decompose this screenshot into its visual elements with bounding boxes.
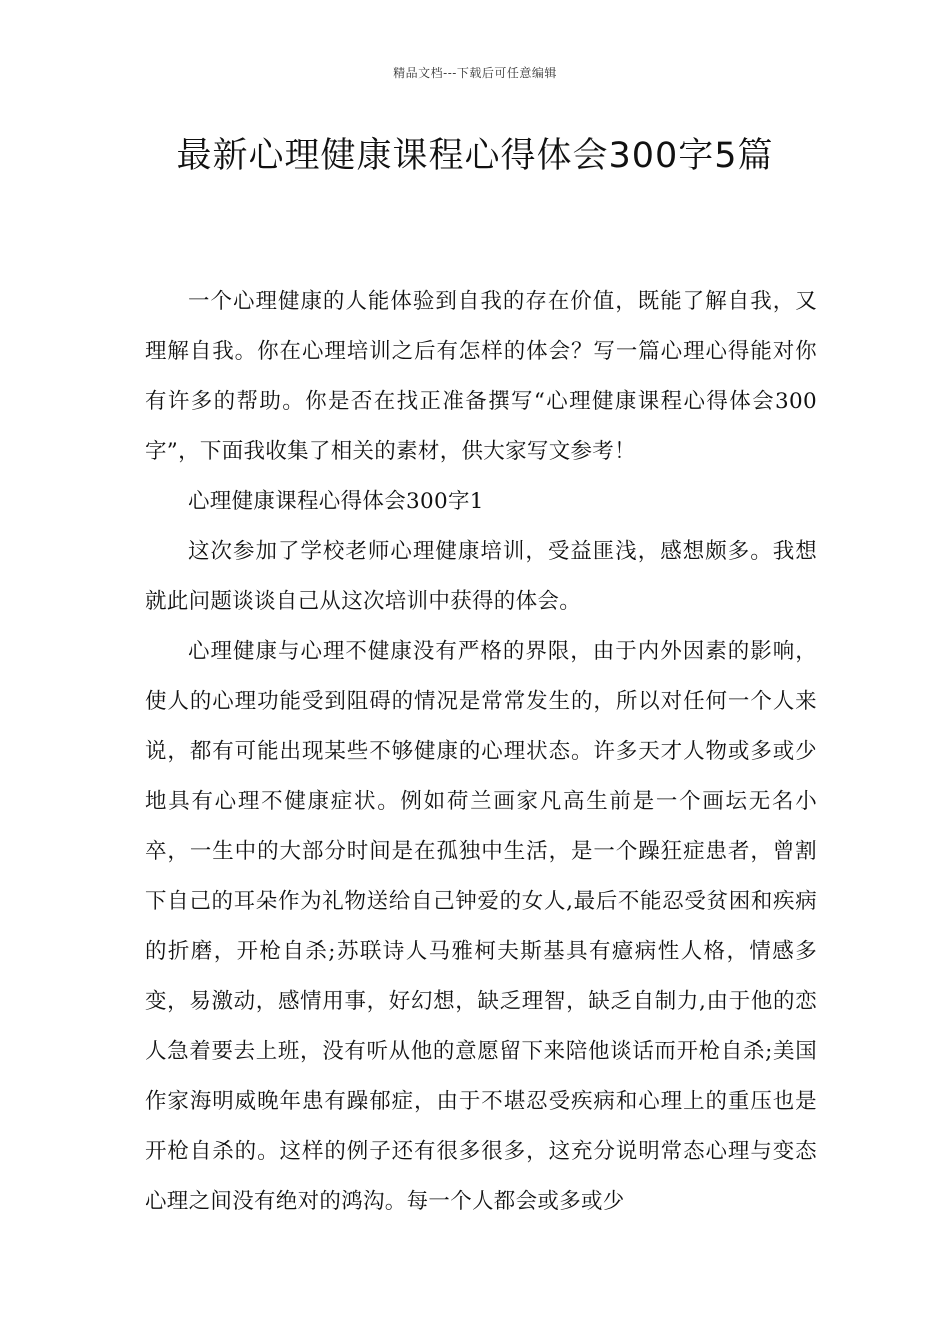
- document-title: 最新心理健康课程心得体会300字5篇: [176, 136, 774, 176]
- section-heading: 心理健康课程心得体会300字1: [188, 489, 484, 514]
- document-body: [145, 277, 817, 1227]
- body-paragraph: 这次参加了学校老师心理健康培训，受益匪浅，感想颇多。我想就此问题谈谈自己从这次培训中获得的体会。: [145, 539, 817, 614]
- intro-paragraph: 一个心理健康的人能体验到自我的存在价值，既能了解自我，又理解自我。你在心理培训之后有怎样的体会？写一篇心理心得能对你有许多的帮助。你是否在找正准备撰写“心理健康课程心得体会300字”，下面我收集了相关的素材，供大家写文参考！: [145, 289, 817, 464]
- header-note: 精品文档---下载后可任意编辑: [393, 66, 557, 80]
- body-paragraph: 心理健康与心理不健康没有严格的界限，由于内外因素的影响，使人的心理功能受到阻碍的情况是常常发生的，所以对任何一个人来说，都有可能出现某些不够健康的心理状态。许多天才人物或多或少地具有心理不健康症状。例如荷兰画家凡高生前是一个画坛无名小卒，一生中的大部分时间是在孤独中生活，是一个躁狂症患者，曾割下自己的耳朵作为礼物送给自己钟爱的女人,最后不能忍受贫困和疾病的折磨，开枪自杀;苏联诗人马雅柯夫斯基具有癔病性人格，情感多变，易激动，感情用事，好幻想，缺乏理智，缺乏自制力,由于他的恋人急着要去上班，没有听从他的意愿留下来陪他谈话而开枪自杀;美国作家海明威晚年患有躁郁症，由于不堪忍受疾病和心理上的重压也是开枪自杀的。这样的例子还有很多很多，这充分说明常态心理与变态心理之间没有绝对的鸿沟。每一个人都会或多或少: [145, 639, 817, 1214]
